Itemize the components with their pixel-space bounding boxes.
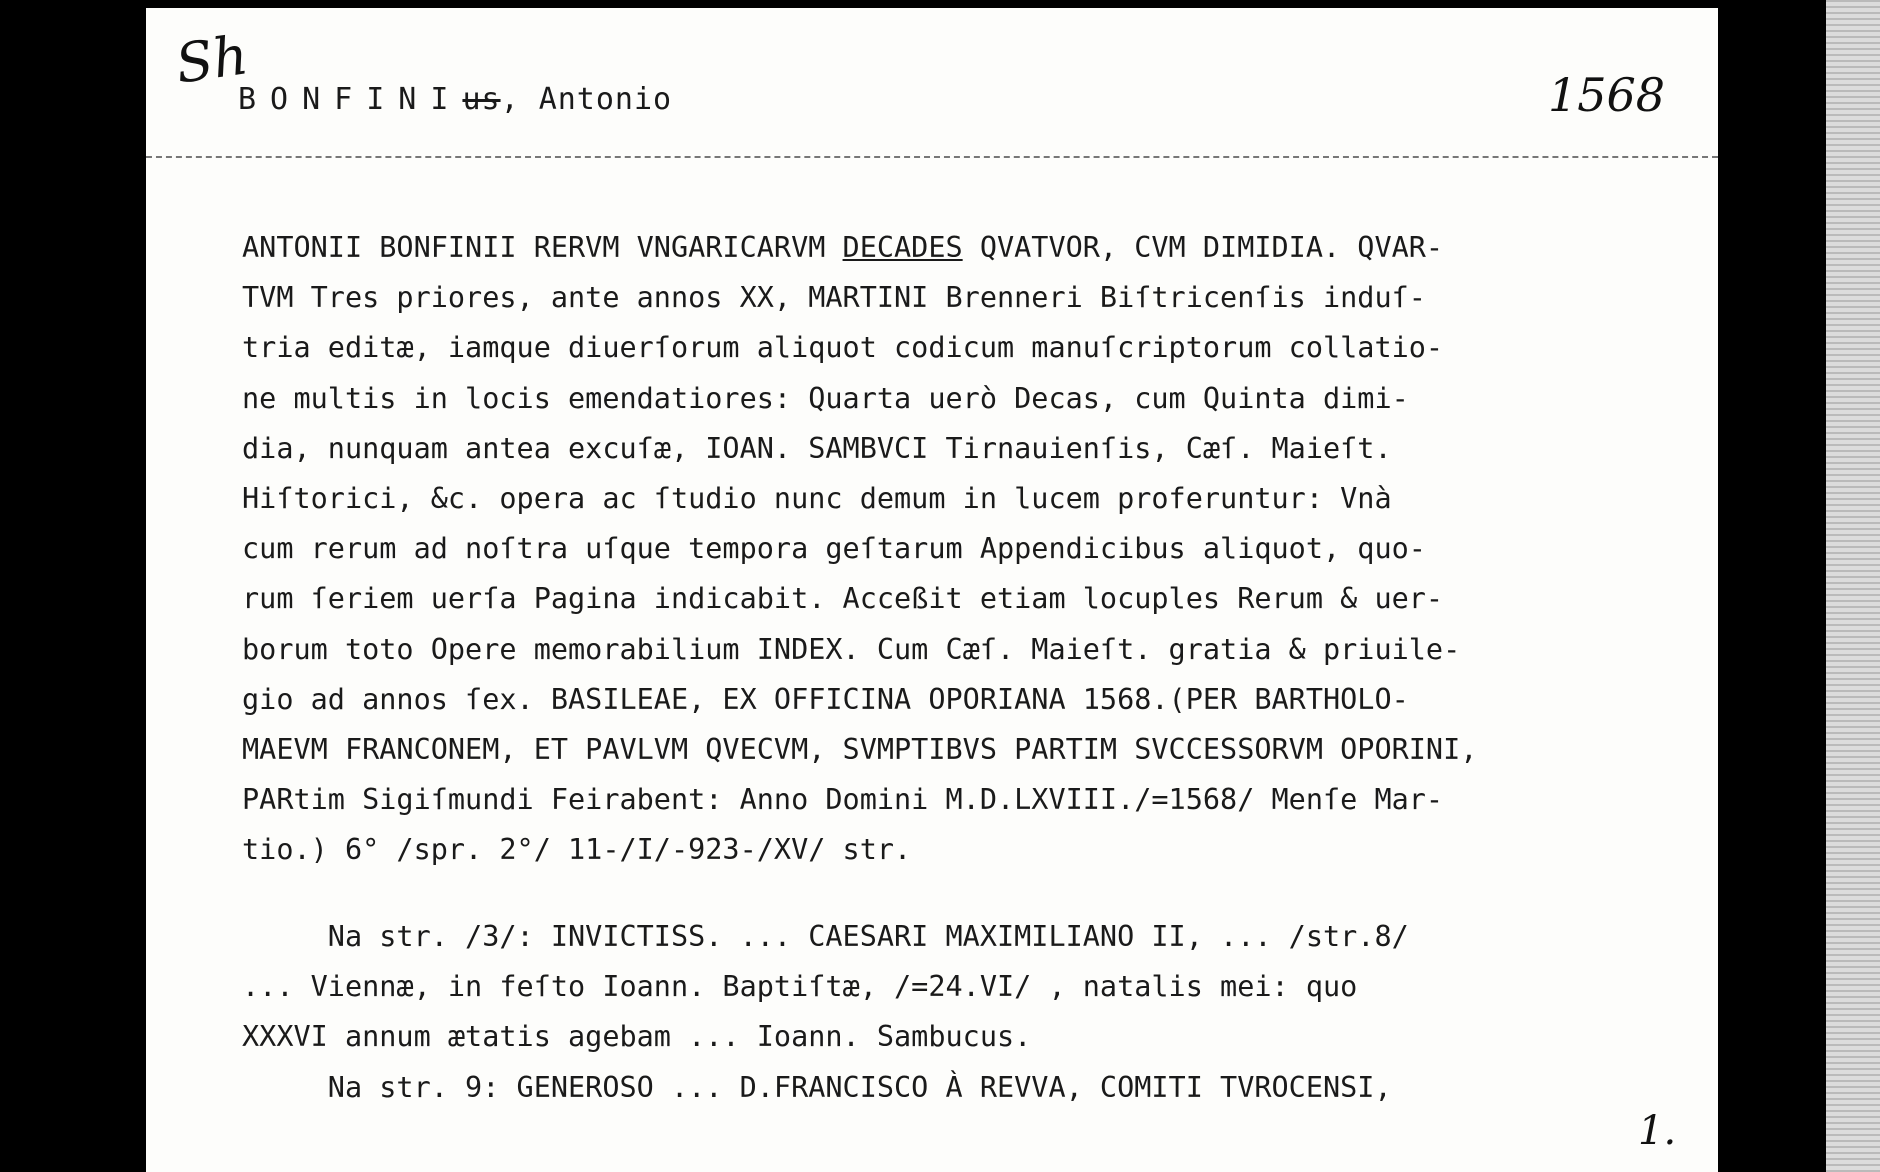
description-line: PARtim Sigiſmundi Feirabent: Anno Domini M.D.LXVIII./=1568/ Menſe Mar- <box>242 783 1444 817</box>
description-line: MAEVM FRANCONEM, ET PAVLVM QVECVM, SVMPTIBVS PARTIM SVCCESSORVM OPORINI, <box>242 732 1478 766</box>
notes-section <box>242 912 1662 1113</box>
catalog-card <box>146 8 1718 1172</box>
handwritten-shelf-mark: Sh <box>171 23 252 96</box>
description-line: gio ad annos ſex. BASILEAE, EX OFFICINA OPORIANA 1568.(PER BARTHOLO- <box>242 682 1409 716</box>
bibliographic-description <box>242 223 1662 875</box>
description-line: ne multis in locis emendatiores: Quarta uerò Decas, cum Quinta dimi- <box>242 381 1409 415</box>
description-line: rum ſeriem uerſa Pagina indicabit. Acceßit etiam locuples Rerum & uer- <box>242 582 1444 616</box>
handwritten-page-number: 1. <box>1638 1108 1677 1154</box>
handwritten-year: 1568 <box>1548 68 1666 122</box>
heading-separator: , <box>500 82 539 117</box>
struck-suffix: us <box>462 82 501 117</box>
description-line: cum rerum ad noſtra uſque tempora geſtarum Appendicibus aliquot, quo- <box>242 532 1426 566</box>
note-line: XXXVI annum ætatis agebam ... Ioann. Sambucus. <box>242 1020 1032 1054</box>
description-line: dia, nunquam antea excuſæ, IOAN. SAMBVCI Tirnauienſis, Cæſ. Maieſt. <box>242 431 1392 465</box>
description-line: tio.) 6° /spr. 2°/ 11-/I/-923-/XV/ str. <box>242 833 912 867</box>
author-surname: BONFINI <box>238 82 463 117</box>
scan-edge-strip <box>1826 0 1880 1172</box>
header-divider <box>146 156 1718 158</box>
description-line: Hiſtorici, &c. opera ac ſtudio nunc demum in lucem proferuntur: Vnà <box>242 481 1392 515</box>
note-line: ... Viennæ, in feſto Ioann. Baptiſtæ, /=24.VI/ , natalis mei: quo <box>242 970 1358 1004</box>
description-line: TVM Tres priores, ante annos XX, MARTINI Brenneri Biſtricenſis induſ- <box>242 281 1426 315</box>
author-heading <box>238 82 672 117</box>
card-header <box>146 8 1718 158</box>
description-line: tria editæ, iamque diuerſorum aliquot codicum manuſcriptorum collatio- <box>242 331 1444 365</box>
note-line: Na str. 9: GENEROSO ... D.FRANCISCO À REVVA, COMITI TVROCENSI, <box>242 1070 1392 1104</box>
description-line: ANTONII BONFINII RERVM VNGARICARVM DECADES QVATVOR, CVM DIMIDIA. QVAR- <box>242 231 1444 264</box>
author-given-name: Antonio <box>538 82 673 117</box>
description-line: borum toto Opere memorabilium INDEX. Cum Cæſ. Maieſt. gratia & priuile- <box>242 632 1461 666</box>
note-line: Na str. /3/: INVICTISS. ... CAESARI MAXIMILIANO II, ... /str.8/ <box>242 920 1409 953</box>
